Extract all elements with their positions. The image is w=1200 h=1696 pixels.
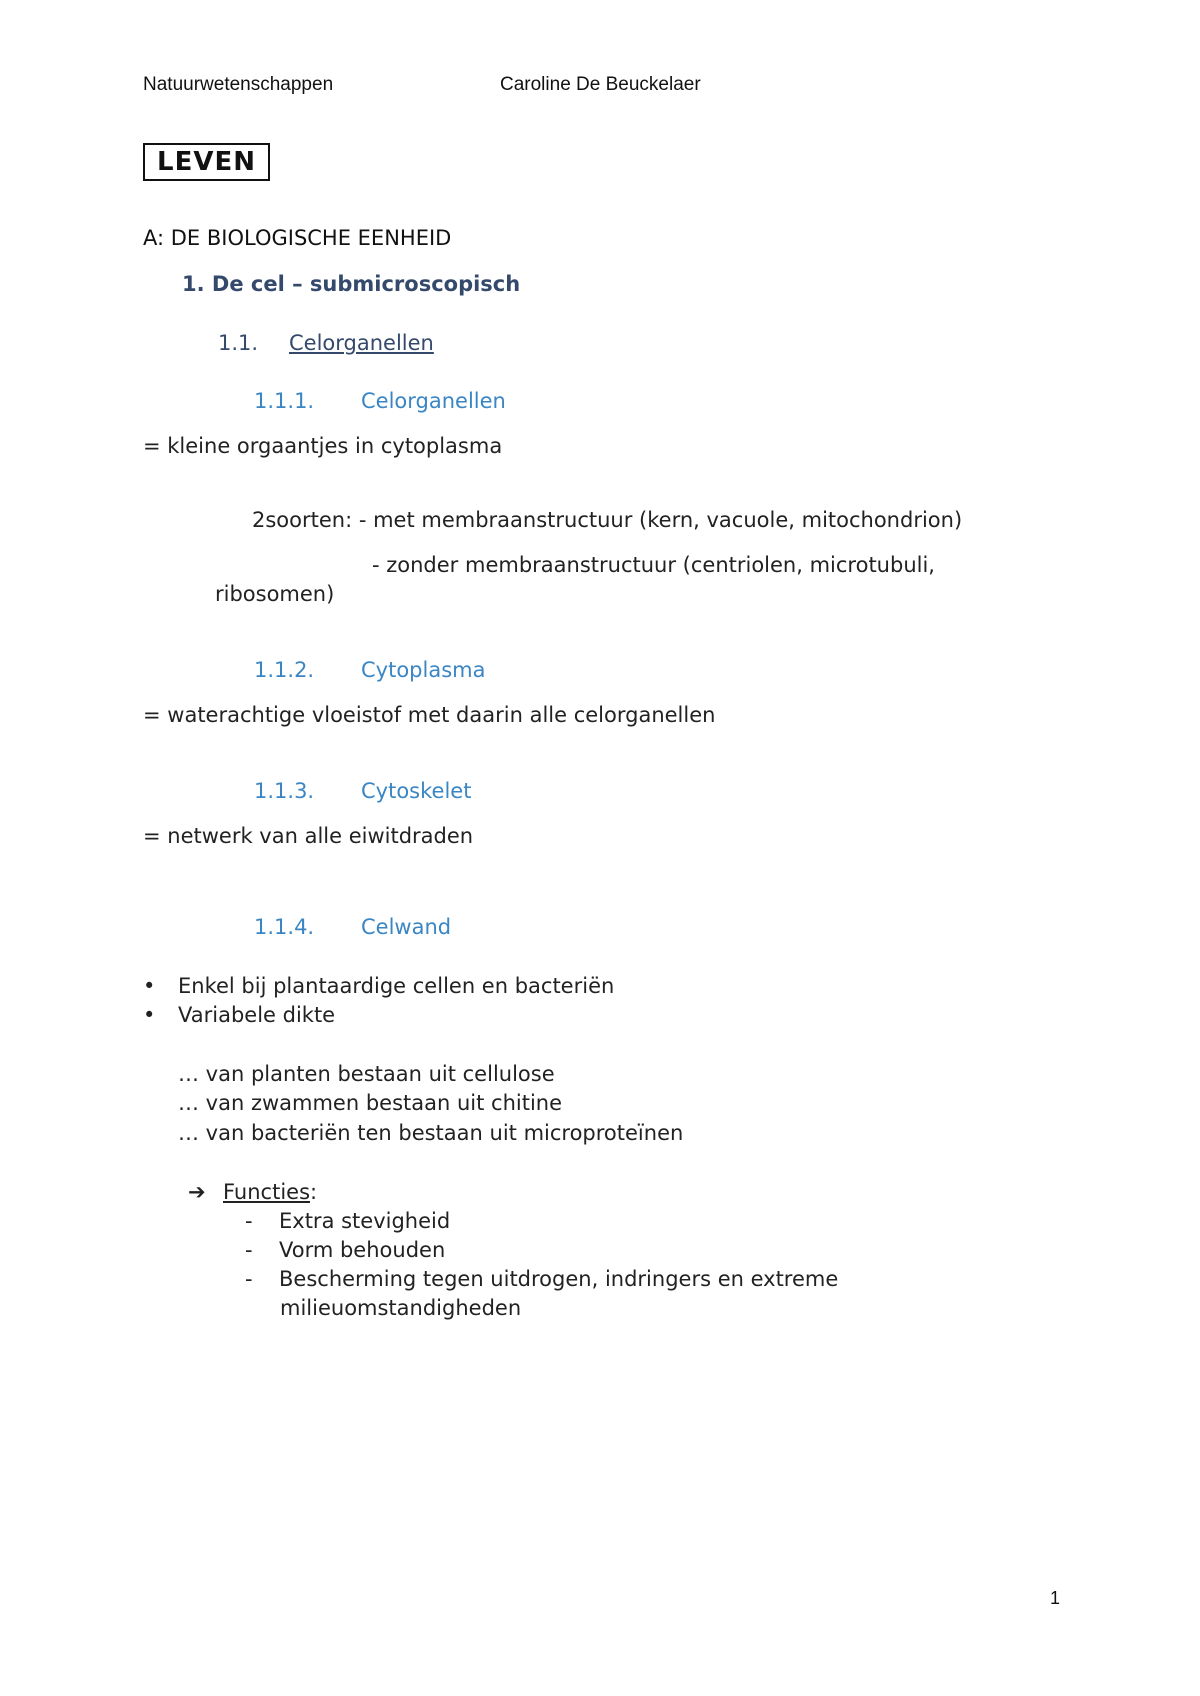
section-1-1-4-heading [254, 915, 451, 939]
list-item: - Bescherming tegen uitdrogen, indringers en extreme [245, 1267, 839, 1291]
section-a-heading: A: DE BIOLOGISCHE EENHEID [143, 226, 452, 250]
page-number: 1 [1050, 1588, 1061, 1608]
section-1-heading [182, 272, 520, 296]
section-1-1-1-number: 1.1.1. [254, 389, 315, 413]
section-1-1-4-title: Celwand [361, 915, 452, 939]
list-item: - Extra stevigheid [245, 1209, 451, 1233]
section-1-1-heading [218, 331, 434, 355]
sorts-line-2: - zonder membraanstructuur (centriolen, microtubuli, [372, 553, 935, 577]
sorts-line-1: 2soorten: - met membraanstructuur (kern, vacuole, mitochondrion) [252, 508, 963, 532]
bullet-icon: • [143, 974, 156, 998]
header-subject: Natuurwetenschappen [143, 74, 334, 95]
section-1-1-4-number: 1.1.4. [254, 915, 315, 939]
section-1-1-1-definition: = kleine orgaantjes in cytoplasma [143, 434, 503, 458]
celwand-line: … van zwammen bestaan uit chitine [178, 1091, 563, 1115]
section-1-number: 1. [182, 272, 205, 296]
section-1-1-title: Celorganellen [289, 331, 434, 355]
section-1-1-2-number: 1.1.2. [254, 658, 315, 682]
header-author: Caroline De Beuckelaer [500, 74, 701, 95]
page-title: LEVEN [143, 143, 270, 181]
functions-heading: ➔ Functies: [188, 1180, 318, 1204]
section-1-1-number: 1.1. [218, 331, 259, 355]
sorts-line-3: ribosomen) [215, 582, 335, 606]
list-item: • Variabele dikte [143, 1003, 336, 1027]
functions-label: Functies [223, 1180, 311, 1204]
section-1-1-1-title: Celorganellen [361, 389, 506, 413]
section-1-1-3-heading [254, 779, 471, 803]
section-1-1-2-definition: = waterachtige vloeistof met daarin alle celorganellen [143, 703, 716, 727]
section-1-1-1-heading [254, 389, 506, 413]
section-1-title: De cel – submicroscopisch [211, 272, 521, 296]
list-item: • Enkel bij plantaardige cellen en bacteriën [143, 974, 615, 998]
celwand-line: … van planten bestaan uit cellulose [178, 1062, 555, 1086]
list-item-continuation: milieuomstandigheden [280, 1296, 522, 1320]
bullet-icon: • [143, 1003, 156, 1027]
arrow-right-icon: ➔ [188, 1180, 206, 1204]
section-1-1-3-title: Cytoskelet [361, 779, 472, 803]
section-1-1-2-heading [254, 658, 485, 682]
section-1-1-3-number: 1.1.3. [254, 779, 315, 803]
section-1-1-2-title: Cytoplasma [361, 658, 486, 682]
section-1-1-3-definition: = netwerk van alle eiwitdraden [143, 824, 474, 848]
list-item: - Vorm behouden [245, 1238, 446, 1262]
celwand-line: … van bacteriën ten bestaan uit microproteïnen [178, 1121, 684, 1145]
